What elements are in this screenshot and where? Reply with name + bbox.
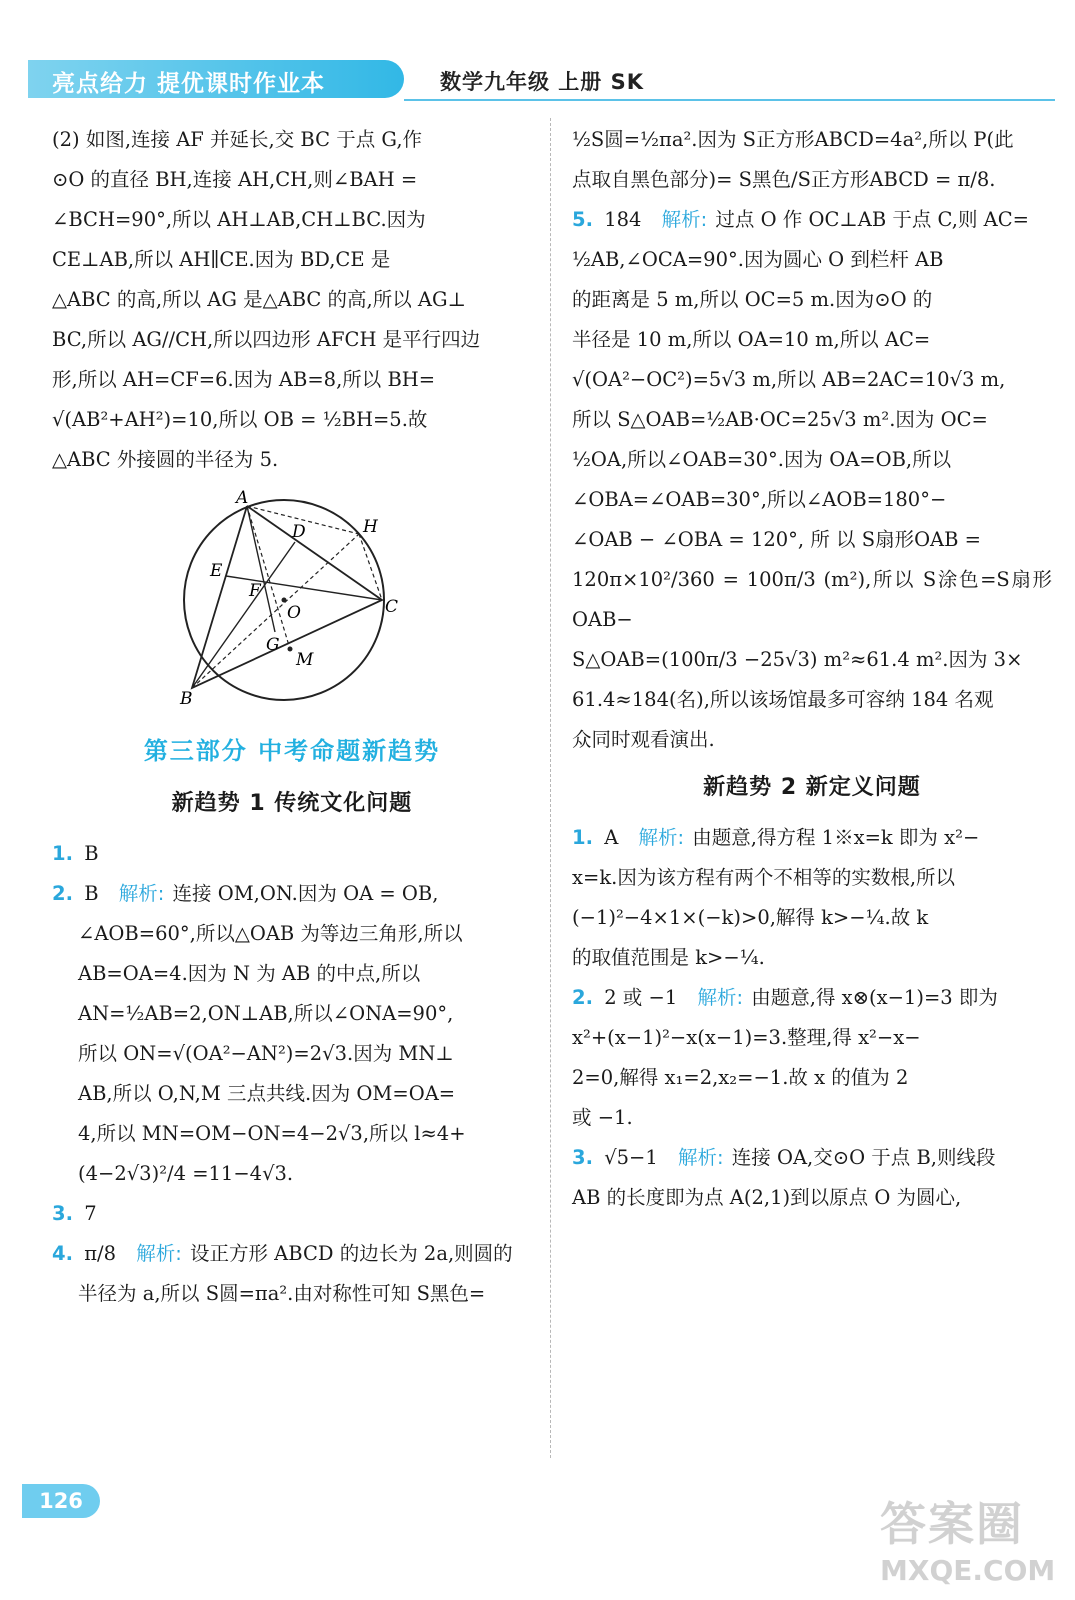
analysis-label: 解析: bbox=[118, 882, 165, 905]
analysis-line: ∠AOB=60°,所以△OAB 为等边三角形,所以 bbox=[78, 922, 463, 945]
answer-item bbox=[52, 834, 532, 874]
page-header bbox=[0, 56, 1075, 104]
answer-item bbox=[52, 874, 532, 1194]
geometry-figure bbox=[52, 488, 532, 718]
analysis-line: ½AB,∠OCA=90°.因为圆心 O 到栏杆 AB bbox=[572, 248, 944, 271]
analysis-line: 所以 S△OAB=½AB·OC=25√3 m².因为 OC= bbox=[572, 408, 988, 431]
section-title: 第三部分 中考命题新趋势 bbox=[143, 737, 441, 765]
book-subject-title: 数学九年级 上册 SK bbox=[440, 70, 645, 94]
analysis-line: 120π×10²/360 = 100π/3 (m²),所以 S涂色=S扇形OAB− bbox=[572, 568, 1052, 631]
analysis-line: 2=0,解得 x₁=2,x₂=−1.故 x 的值为 2 bbox=[572, 1066, 909, 1089]
label-m: M bbox=[296, 650, 314, 670]
label-e: E bbox=[210, 561, 223, 581]
proof-line: ∠BCH=90°,所以 AH⊥AB,CH⊥BC.因为 bbox=[52, 208, 426, 231]
analysis-label: 解析: bbox=[697, 986, 744, 1009]
proof-line: △ABC 外接圆的半径为 5. bbox=[52, 448, 279, 471]
header-divider bbox=[404, 99, 1055, 101]
analysis-line: ∠OBA=∠OAB=30°,所以∠AOB=180°− bbox=[572, 488, 947, 511]
analysis-line: 众同时观看演出. bbox=[572, 728, 715, 751]
analysis-line: 或 −1. bbox=[572, 1106, 633, 1129]
label-d: D bbox=[292, 522, 306, 542]
segment-ag bbox=[247, 506, 275, 632]
analysis-label: 解析: bbox=[638, 826, 685, 849]
continued-line: 点取自黑色部分)= S黑色/S正方形ABCD = π/8. bbox=[572, 168, 996, 191]
item-answer: √5−1 bbox=[604, 1146, 658, 1169]
proof-line: ⊙O 的直径 BH,连接 AH,CH,则∠BAH = bbox=[52, 168, 418, 191]
point-m bbox=[288, 647, 293, 652]
page-number: 126 bbox=[22, 1484, 100, 1518]
item-answer: 2 或 −1 bbox=[604, 986, 678, 1009]
analysis-line: ∠OAB − ∠OBA = 120°, 所 以 S扇形OAB = bbox=[572, 528, 982, 551]
proof-line: △ABC 的高,所以 AG 是△ABC 的高,所以 AG⊥ bbox=[52, 288, 466, 311]
item-first-line bbox=[572, 200, 1052, 240]
proof-line: (2) 如图,连接 AF 并延长,交 BC 于点 G,作 bbox=[52, 128, 423, 151]
center-point bbox=[282, 598, 287, 603]
label-b: B bbox=[180, 689, 193, 709]
item-number: 2. bbox=[572, 986, 593, 1009]
answer-item bbox=[572, 1138, 1052, 1218]
item-answer: π/8 bbox=[84, 1242, 116, 1265]
analysis-line: AB=OA=4.因为 N 为 AB 的中点,所以 bbox=[78, 962, 421, 985]
item-answer: A bbox=[604, 826, 619, 849]
proof-line: 形,所以 AH=CF=6.因为 AB=8,所以 BH= bbox=[52, 368, 436, 391]
item-number: 2. bbox=[52, 882, 73, 905]
analysis-line: 半径为 a,所以 S圆=πa².由对称性可知 S黑色= bbox=[78, 1282, 486, 1305]
answer-item bbox=[572, 978, 1052, 1138]
item-number: 3. bbox=[572, 1146, 593, 1169]
analysis-line: 由题意,得方程 1※x=k 即为 x²− bbox=[692, 826, 980, 849]
analysis-line: ½OA,所以∠OAB=30°.因为 OA=OB,所以 bbox=[572, 448, 952, 471]
item-number: 4. bbox=[52, 1242, 73, 1265]
analysis-line: 过点 O 作 OC⊥AB 于点 C,则 AC= bbox=[715, 208, 1030, 231]
book-brand: 亮点给力 提优课时作业本 bbox=[52, 71, 326, 97]
analysis-line: (4−2√3)²/4 =11−4√3. bbox=[78, 1162, 294, 1185]
analysis-label: 解析: bbox=[677, 1146, 724, 1169]
label-o: O bbox=[287, 603, 301, 623]
item-first-line bbox=[572, 1138, 1052, 1178]
watermark-url: MXQE.COM bbox=[880, 1554, 1056, 1587]
watermark-text: 答案圈 bbox=[880, 1497, 1024, 1551]
analysis-line: 的距离是 5 m,所以 OC=5 m.因为⊙O 的 bbox=[572, 288, 933, 311]
item-answer: B bbox=[84, 842, 99, 865]
diameter-bh bbox=[192, 534, 359, 688]
analysis-line: (−1)²−4×1×(−k)>0,解得 k>−¼.故 k bbox=[572, 906, 929, 929]
column-divider bbox=[550, 118, 551, 1458]
triangle-abc bbox=[192, 506, 382, 688]
label-c: C bbox=[385, 597, 399, 617]
analysis-line: AN=½AB=2,ON⊥AB,所以∠ONA=90°, bbox=[78, 1002, 454, 1025]
analysis-line: 所以 ON=√(OA²−AN²)=2√3.因为 MN⊥ bbox=[78, 1042, 454, 1065]
analysis-line: 的取值范围是 k>−¼. bbox=[572, 946, 765, 969]
right-column bbox=[572, 120, 1052, 1218]
item-first-line bbox=[572, 818, 1052, 858]
analysis-line: 由题意,得 x⊗(x−1)=3 即为 bbox=[751, 986, 998, 1009]
item-answer: 184 bbox=[604, 208, 642, 231]
proof-line: BC,所以 AG//CH,所以四边形 AFCH 是平行四边 bbox=[52, 328, 481, 351]
watermark-logo bbox=[880, 1488, 1060, 1592]
label-h: H bbox=[363, 517, 378, 537]
proof-line: √(AB²+AH²)=10,所以 OB = ½BH=5.故 bbox=[52, 408, 428, 431]
analysis-line: 设正方形 ABCD 的边长为 2a,则圆的 bbox=[189, 1242, 513, 1265]
subsection-title: 新趋势 2 新定义问题 bbox=[703, 775, 921, 800]
answer-item bbox=[572, 200, 1052, 760]
analysis-label: 解析: bbox=[661, 208, 708, 231]
analysis-line: 连接 OM,ON.因为 OA = OB, bbox=[172, 882, 439, 905]
analysis-line: S△OAB=(100π/3 −25√3) m²≈61.4 m².因为 3× bbox=[572, 648, 1023, 671]
label-g: G bbox=[266, 635, 280, 655]
label-f: F bbox=[249, 581, 261, 601]
analysis-line: AB,所以 O,N,M 三点共线.因为 OM=OA= bbox=[78, 1082, 456, 1105]
label-a: A bbox=[236, 488, 249, 508]
circle-triangle-diagram bbox=[172, 488, 412, 718]
left-column bbox=[52, 120, 532, 1314]
item-number: 1. bbox=[572, 826, 593, 849]
proof-block bbox=[52, 120, 532, 480]
answer-item bbox=[572, 818, 1052, 978]
analysis-line: x=k.因为该方程有两个不相等的实数根,所以 bbox=[572, 866, 956, 889]
proof-line: CE⊥AB,所以 AH∥CE.因为 BD,CE 是 bbox=[52, 248, 391, 271]
subsection-title: 新趋势 1 传统文化问题 bbox=[171, 791, 413, 816]
analysis-line: 连接 OA,交⊙O 于点 B,则线段 bbox=[731, 1146, 996, 1169]
analysis-line: AB 的长度即为点 A(2,1)到以原点 O 为圆心, bbox=[572, 1186, 962, 1209]
segment-am bbox=[247, 506, 290, 649]
item-answer: B bbox=[84, 882, 99, 905]
item-first-line bbox=[572, 978, 1052, 1018]
item-first-line bbox=[52, 1234, 532, 1274]
item-number: 5. bbox=[572, 208, 593, 231]
item-number: 1. bbox=[52, 842, 73, 865]
analysis-line: √(OA²−OC²)=5√3 m,所以 AB=2AC=10√3 m, bbox=[572, 368, 1006, 391]
analysis-line: 半径是 10 m,所以 OA=10 m,所以 AC= bbox=[572, 328, 931, 351]
analysis-line: x²+(x−1)²−x(x−1)=3.整理,得 x²−x− bbox=[572, 1026, 921, 1049]
item-number: 3. bbox=[52, 1202, 73, 1225]
item-answer: 7 bbox=[84, 1202, 97, 1225]
continued-line: ½S圆=½πa².因为 S正方形ABCD=4a²,所以 P(此 bbox=[572, 128, 1014, 151]
answer-item bbox=[52, 1194, 532, 1234]
analysis-line: 61.4≈184(名),所以该场馆最多可容纳 184 名观 bbox=[572, 688, 994, 711]
analysis-label: 解析: bbox=[136, 1242, 182, 1265]
answer-item bbox=[52, 1234, 532, 1314]
item-first-line bbox=[52, 874, 532, 914]
analysis-line: 4,所以 MN=OM−ON=4−2√3,所以 l≈4+ bbox=[78, 1122, 466, 1145]
